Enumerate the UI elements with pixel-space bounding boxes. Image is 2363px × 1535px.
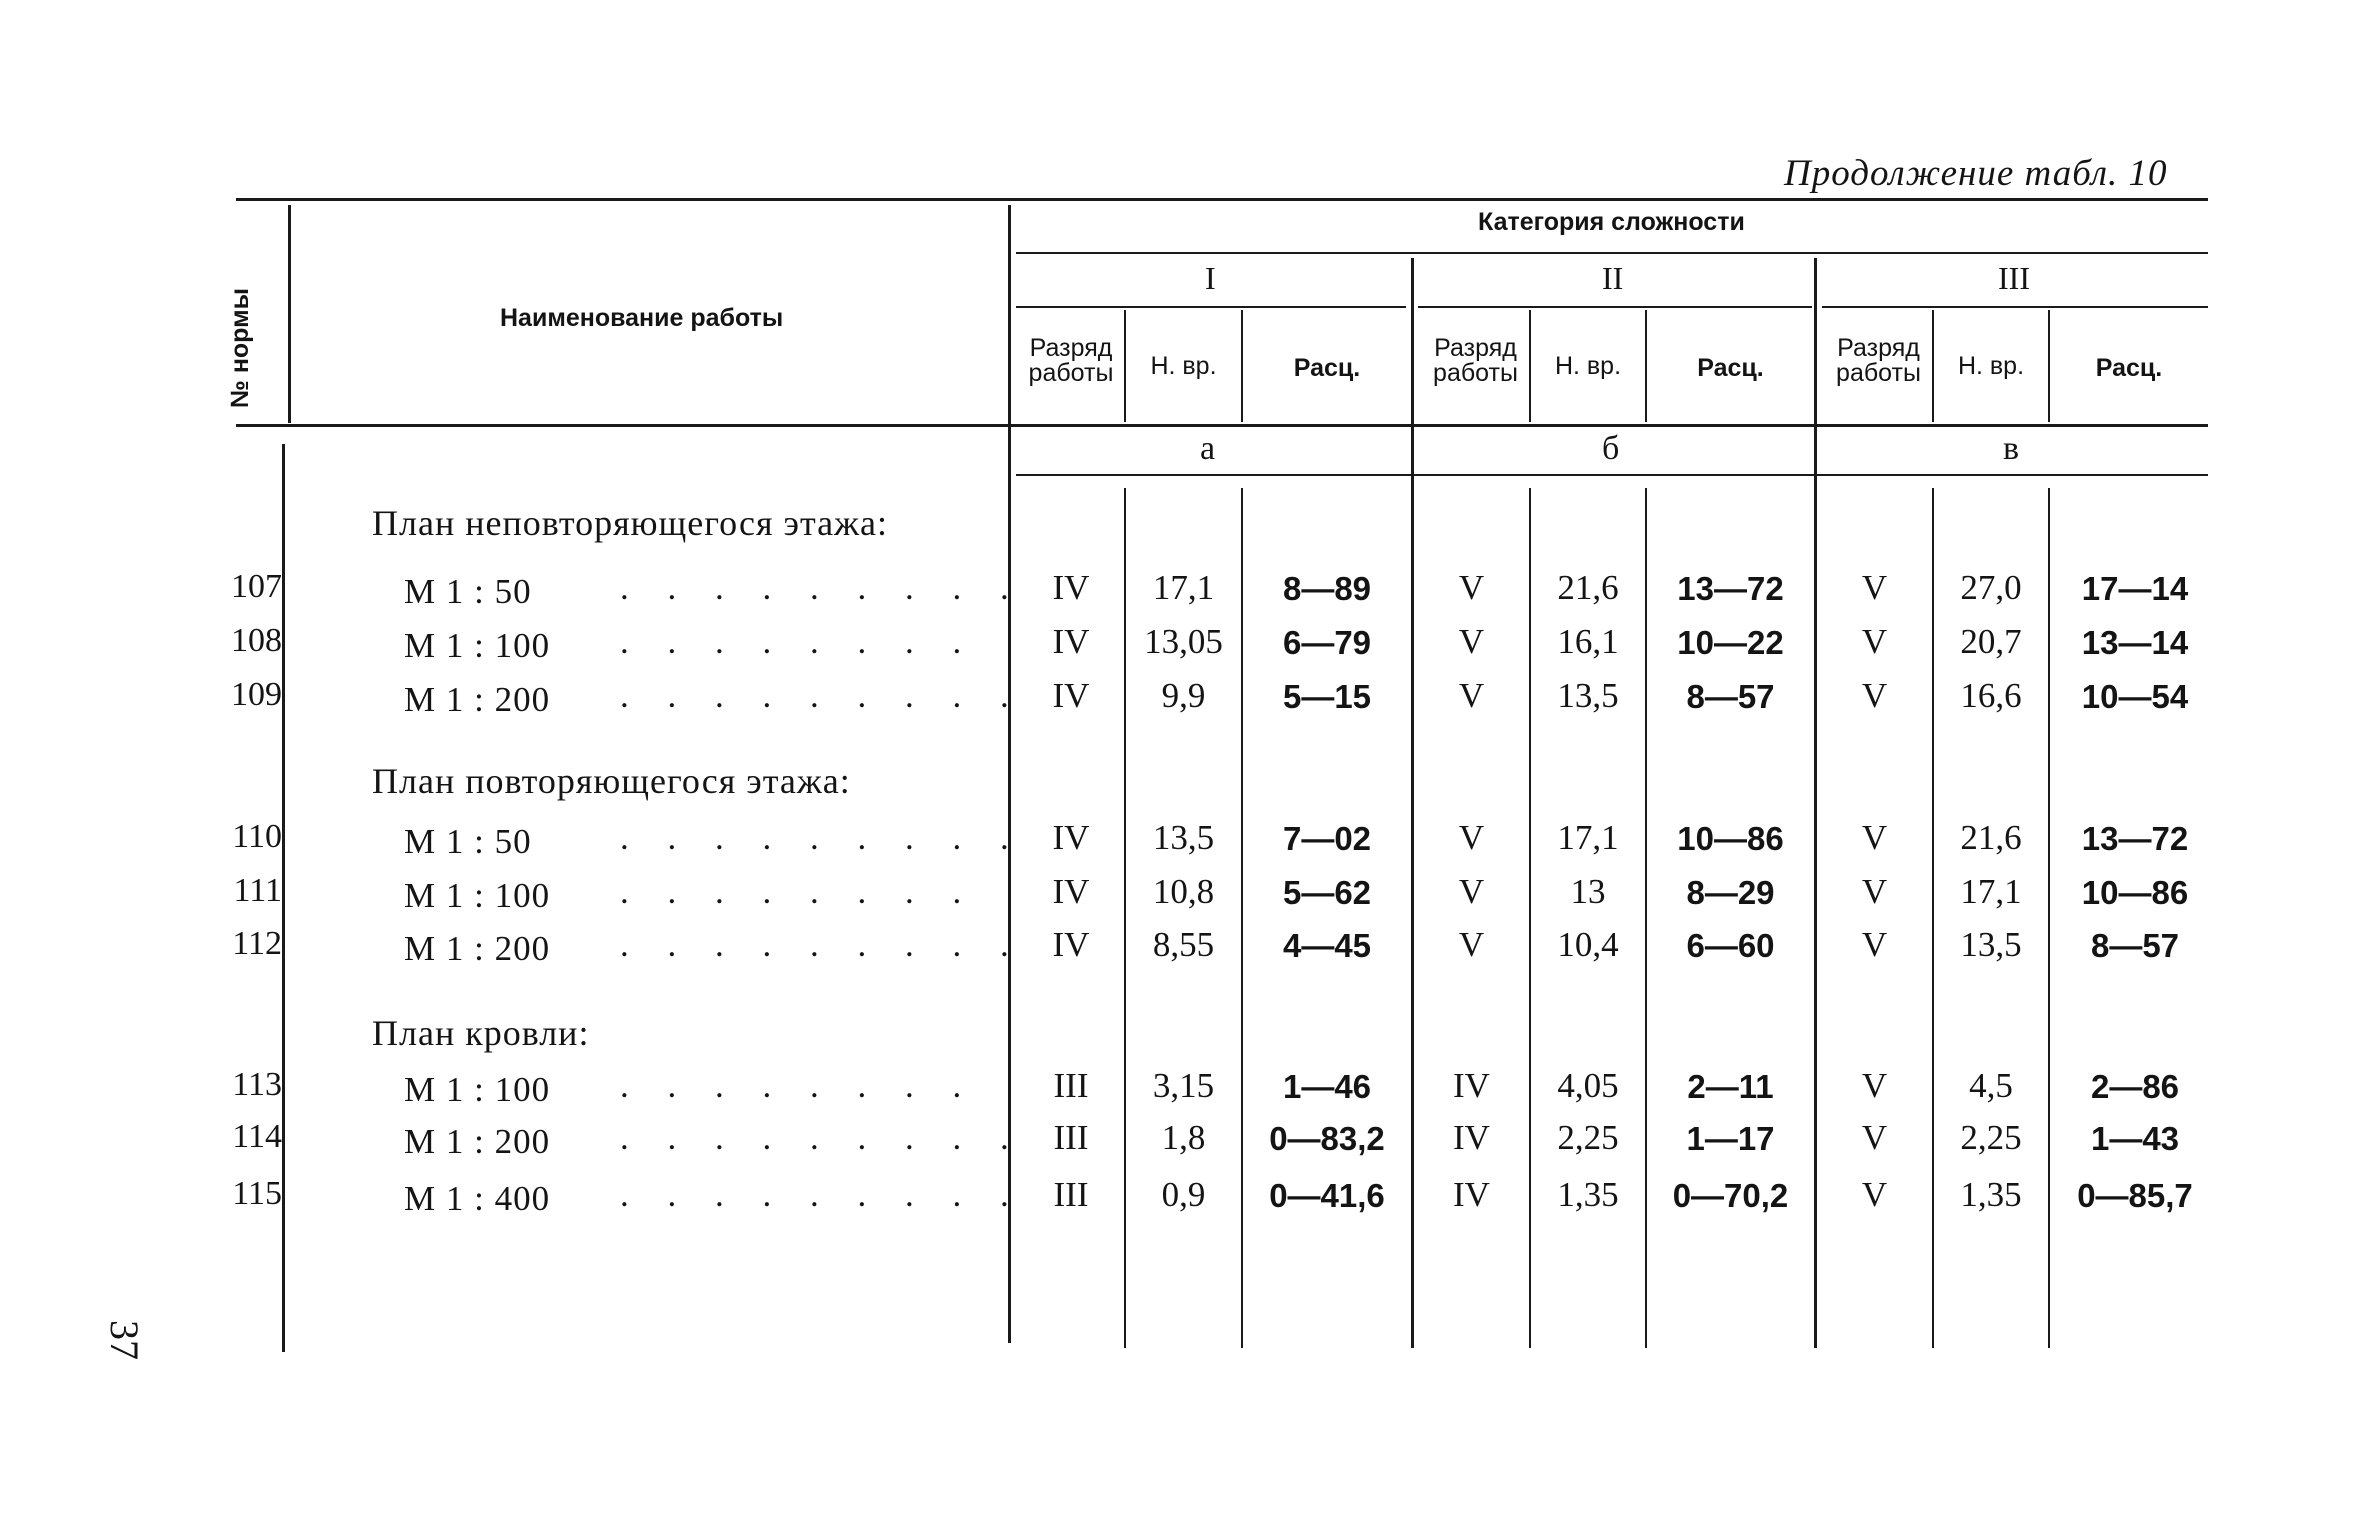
work-name: М 1 : 200 <box>404 1122 551 1161</box>
leader-dots: . . . . . . . . <box>620 1066 977 1105</box>
subheader-razryad-line2: работы <box>1433 359 1518 387</box>
vline-g2-b-body <box>1645 488 1647 1348</box>
cell-rate: 1—43 <box>2090 1120 2180 1157</box>
cell-norm-time: 20,7 <box>1960 622 2022 661</box>
subheader-razryad <box>1422 336 1529 386</box>
cell-norm-time: 13,5 <box>1152 818 1215 857</box>
norm-number: 108 <box>231 622 282 659</box>
cell-rate: 17—14 <box>2081 570 2189 607</box>
cell-rate: 7—02 <box>1282 820 1372 857</box>
cell-rate: 8—89 <box>1282 570 1372 607</box>
leader-dots: . . . . . . . . . <box>620 568 1024 607</box>
cell-razryad: IV <box>1052 676 1090 715</box>
cell-rate: 4—45 <box>1282 927 1372 964</box>
cell-razryad: V <box>1861 1175 1888 1214</box>
cell-norm-time: 27,0 <box>1960 568 2022 607</box>
cell-norm-time: 2,25 <box>1557 1118 1619 1157</box>
work-name: М 1 : 200 <box>404 929 551 968</box>
cell-razryad: IV <box>1052 818 1090 857</box>
cell-razryad: III <box>1053 1175 1089 1214</box>
cell-norm-time: 13,5 <box>1557 676 1619 715</box>
subheader-rasc: Расц. <box>1697 354 1764 382</box>
cell-rate: 2—11 <box>1687 1068 1774 1105</box>
rule-header-bottom <box>236 424 2208 427</box>
section-title: План кровли: <box>372 1013 590 1053</box>
subheader-rasc: Расц. <box>2095 354 2163 382</box>
cell-razryad: V <box>1458 568 1485 607</box>
subheader-razryad <box>1825 336 1932 386</box>
subheader-nvr: Н. вр. <box>1150 352 1217 380</box>
work-name: М 1 : 400 <box>404 1179 551 1218</box>
norm-number: 107 <box>231 568 282 605</box>
vline-num <box>288 205 291 423</box>
cell-norm-time: 16,1 <box>1557 622 1619 661</box>
cell-razryad: IV <box>1052 872 1090 911</box>
cell-razryad: IV <box>1052 568 1090 607</box>
vline-g3-b-body <box>2048 488 2050 1348</box>
cell-rate: 10—86 <box>1677 820 1784 857</box>
cell-norm-time: 10,4 <box>1557 925 1619 964</box>
subheader-razryad-line1: Разряд <box>1029 334 1113 362</box>
cell-norm-time: 13,05 <box>1144 622 1223 661</box>
work-name: М 1 : 200 <box>404 680 551 719</box>
cell-razryad: V <box>1458 818 1485 857</box>
vline-g3-a-body <box>1932 488 1934 1348</box>
subheader-nvr: Н. вр. <box>1957 352 2025 380</box>
cell-rate: 1—17 <box>1686 1120 1775 1157</box>
group-1-roman: I <box>1205 260 1216 296</box>
cell-norm-time: 17,1 <box>1960 872 2022 911</box>
cell-razryad: V <box>1861 676 1888 715</box>
cell-razryad: V <box>1458 676 1485 715</box>
cell-rate: 8—29 <box>1686 874 1775 911</box>
leader-dots: . . . . . . . . <box>620 622 977 661</box>
cell-norm-time: 13 <box>1570 872 1606 911</box>
cell-norm-time: 10,8 <box>1152 872 1215 911</box>
group-3-letter: в <box>2003 430 2020 467</box>
cell-rate: 5—15 <box>1282 678 1372 715</box>
cell-razryad: IV <box>1453 1118 1490 1157</box>
cell-rate: 13—14 <box>2081 624 2189 661</box>
cell-norm-time: 0,9 <box>1161 1175 1206 1214</box>
vline-g1-a-body <box>1124 488 1126 1348</box>
norm-number: 114 <box>232 1118 282 1155</box>
norm-number: 113 <box>232 1066 282 1103</box>
subheader-razryad-line1: Разряд <box>1434 334 1517 362</box>
cell-norm-time: 9,9 <box>1161 676 1206 715</box>
cell-norm-time: 4,5 <box>1969 1066 2013 1105</box>
cell-rate: 6—60 <box>1686 927 1775 964</box>
leader-dots: . . . . . . . . . <box>620 925 1024 964</box>
rule-group-2 <box>1418 306 1812 308</box>
cell-norm-time: 8,55 <box>1152 925 1215 964</box>
cell-norm-time: 17,1 <box>1557 818 1619 857</box>
cell-rate: 2—86 <box>2090 1068 2180 1105</box>
subheader-nvr: Н. вр. <box>1554 352 1622 380</box>
cell-razryad: IV <box>1453 1175 1490 1214</box>
cell-razryad: V <box>1458 622 1485 661</box>
work-name: М 1 : 100 <box>404 1070 551 1109</box>
cell-rate: 10—54 <box>2081 678 2189 715</box>
cell-rate: 0—70,2 <box>1672 1177 1789 1214</box>
subheader-razryad <box>1018 336 1124 386</box>
cell-norm-time: 3,15 <box>1152 1066 1215 1105</box>
cell-razryad: V <box>1861 1118 1888 1157</box>
cell-rate: 0—83,2 <box>1269 1120 1385 1157</box>
group-2-roman: II <box>1602 260 1624 296</box>
cell-rate: 0—41,6 <box>1269 1177 1385 1214</box>
group-2-letter: б <box>1602 430 1620 467</box>
leader-dots: . . . . . . . . <box>620 872 977 911</box>
cell-razryad: III <box>1053 1118 1089 1157</box>
leader-dots: . . . . . . . . . <box>620 1118 1024 1157</box>
cell-rate: 10—86 <box>2081 874 2189 911</box>
cell-razryad: IV <box>1052 925 1090 964</box>
work-name: М 1 : 100 <box>404 876 551 915</box>
leader-dots: . . . . . . . . . <box>620 676 1024 715</box>
table-caption: Продолжение табл. 10 <box>1784 153 2168 194</box>
cell-rate: 6—79 <box>1282 624 1372 661</box>
norm-number: 109 <box>231 676 282 713</box>
cell-norm-time: 17,1 <box>1152 568 1215 607</box>
rule-category <box>1016 252 2208 254</box>
cell-rate: 8—57 <box>2090 927 2180 964</box>
section-title: План повторяющегося этажа: <box>372 761 851 801</box>
cell-rate: 1—46 <box>1282 1068 1372 1105</box>
work-name: М 1 : 100 <box>404 626 551 665</box>
cell-rate: 5—62 <box>1282 874 1372 911</box>
subheader-razryad-line2: работы <box>1836 359 1921 387</box>
rule-top <box>236 198 2208 201</box>
cell-norm-time: 1,8 <box>1161 1118 1206 1157</box>
cell-razryad: IV <box>1052 622 1090 661</box>
cell-norm-time: 1,35 <box>1557 1175 1619 1214</box>
norm-number: 112 <box>232 925 282 962</box>
vline-g1-b-body <box>1241 488 1243 1348</box>
cell-razryad: V <box>1458 872 1485 911</box>
cell-razryad: V <box>1458 925 1485 964</box>
page-number: 37 <box>102 1320 147 1360</box>
cell-rate: 8—57 <box>1686 678 1775 715</box>
group-3-roman: III <box>1998 260 2030 296</box>
cell-razryad: IV <box>1453 1066 1490 1105</box>
cell-norm-time: 16,6 <box>1960 676 2022 715</box>
rule-group-3 <box>1822 306 2208 308</box>
cell-norm-time: 13,5 <box>1960 925 2022 964</box>
cell-rate: 10—22 <box>1677 624 1784 661</box>
cell-rate: 0—85,7 <box>2077 1177 2193 1214</box>
rule-letters <box>1016 474 2208 476</box>
subheader-razryad-line1: Разряд <box>1837 334 1920 362</box>
section-title: План неповторяющегося этажа: <box>372 503 888 543</box>
cell-rate: 13—72 <box>2081 820 2189 857</box>
cell-rate: 13—72 <box>1677 570 1784 607</box>
norm-number: 111 <box>233 872 282 909</box>
vline-name <box>1008 205 1011 1343</box>
cell-razryad: V <box>1861 925 1888 964</box>
cell-norm-time: 1,35 <box>1960 1175 2022 1214</box>
work-name: М 1 : 50 <box>404 822 532 861</box>
subheader-rasc: Расц. <box>1293 354 1361 382</box>
cell-norm-time: 21,6 <box>1960 818 2022 857</box>
cell-norm-time: 21,6 <box>1557 568 1619 607</box>
col-header-name: Наименование работы <box>500 304 784 332</box>
vline-num-body <box>282 444 285 1352</box>
cell-norm-time: 4,05 <box>1557 1066 1619 1105</box>
cell-razryad: V <box>1861 1066 1888 1105</box>
subheader-razryad-line2: работы <box>1028 359 1114 387</box>
leader-dots: . . . . . . . . . <box>620 1175 1024 1214</box>
leader-dots: . . . . . . . . . <box>620 818 1024 857</box>
rule-group-1 <box>1016 306 1406 308</box>
cell-razryad: V <box>1861 622 1888 661</box>
group-1-letter: а <box>1200 430 1216 467</box>
cell-razryad: V <box>1861 818 1888 857</box>
vline-g2-a-body <box>1529 488 1531 1348</box>
norm-number: 110 <box>232 818 282 855</box>
cell-norm-time: 2,25 <box>1960 1118 2022 1157</box>
norm-number: 115 <box>232 1175 282 1212</box>
cell-razryad: V <box>1861 872 1888 911</box>
cell-razryad: III <box>1053 1066 1089 1105</box>
col-header-num: № нормы <box>226 288 254 408</box>
col-header-category: Категория сложности <box>1478 208 1745 236</box>
cell-razryad: V <box>1861 568 1888 607</box>
work-name: М 1 : 50 <box>404 572 532 611</box>
